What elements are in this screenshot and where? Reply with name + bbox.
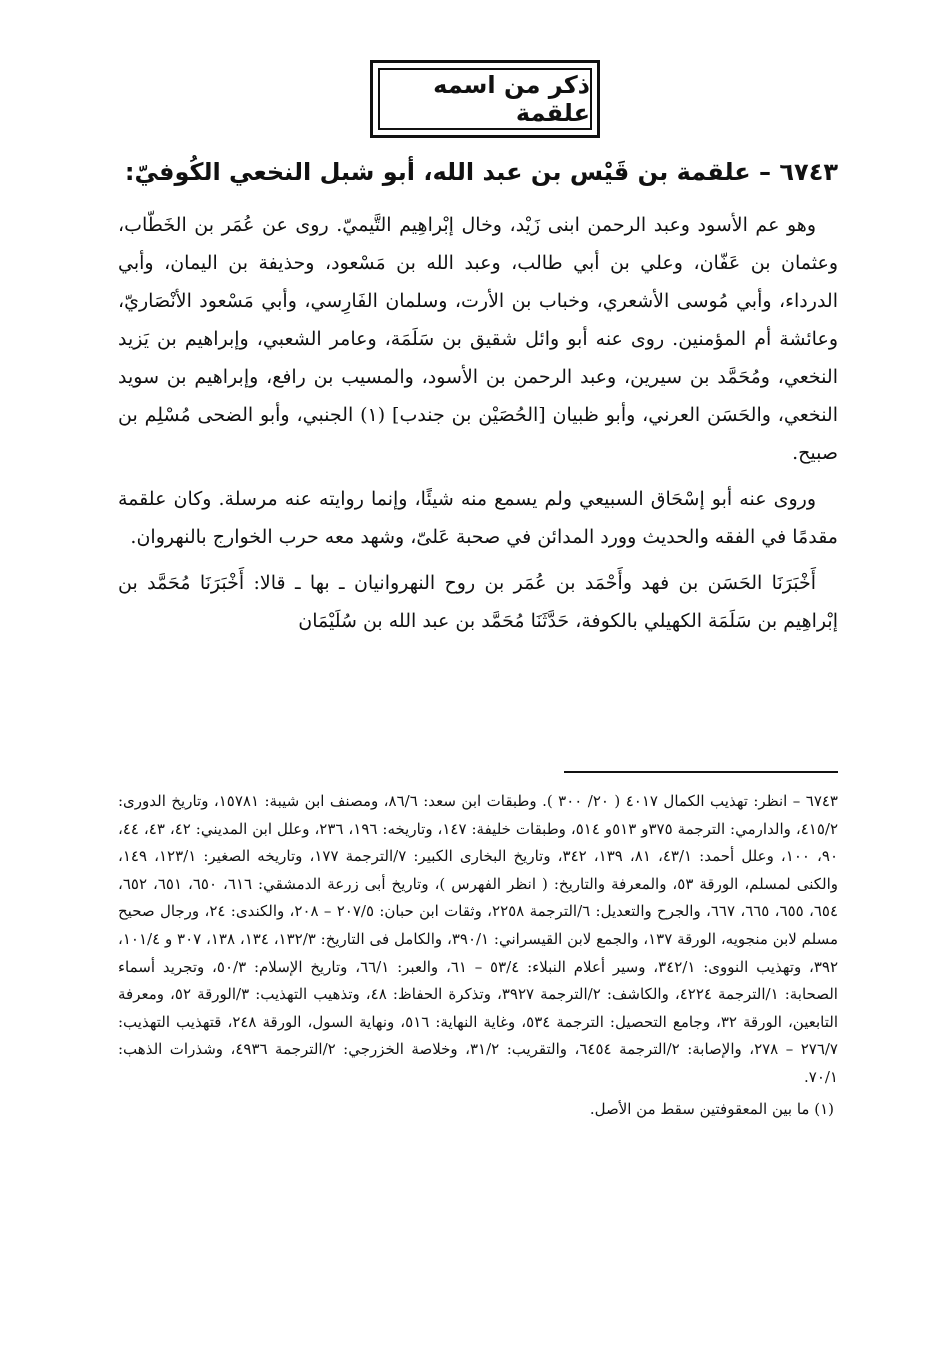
paragraph-isnad: أَخْبَرَنَا الحَسَن بن فهد وأَحْمَد بن عُمَر بن روح النهروانيان ـ بها ـ قالا: أَخْبَرَنَا مُحَمَّد بن إبْراهِيم بن سَلَمَة الكهيلي بالكوفة، حَدَّثَنَا مُحَمَّد بن عبد الله بن سُلَيْمَان: [118, 572, 838, 632]
section-heading-frame: [370, 60, 600, 138]
footnote-sources: ٦٧٤٣ – انظر: تهذيب الكمال ٤٠١٧ ( ٢٠/ ٣٠٠ ). وطبقات ابن سعد: ٨٦/٦، ومصنف ابن شيبة: ١٥٧٨١، وتاريخ الدورى: ٤١٥/٢، والدارمي: الترجمة ٣٧٥و ٥١٣و ٥١٤، وطبقات خليفة: ١٤٧، وتاريخه: ١٩٦، ٢٣٦، وعلل ابن المديني: ٤٢، ٤٣، ٤٤، ٩٠، ١٠٠، وعلل أحمد: ٤٣/١، ٨١، ١٣٩، ٣٤٢، وتاريخ البخارى الكبير: ٧/الترجمة ١٧٧، وتاريخه الصغير: ١٢٣/١، ١٤٩، والكنى لمسلم، الورقة ٥٣، والمعرفة والتاريخ: ( انظر الفهرس )، وتاريخ أبى زرعة الدمشقي: ٦١٦، ٦٥٠، ٦٥١، ٦٥٢، ٦٥٤، ٦٥٥، ٦٦٥، ٦٦٧، والجرح والتعديل: ٦/الترجمة ٢٢٥٨، وثقات ابن حبان: ٢٠٧/٥ – ٢٠٨، والكندى: ٢٤، ورجال صحيح مسلم لابن منجويه، الورقة ١٣٧، والجمع لابن القيسراني: ٣٩٠/١، والكامل فى التاريخ: ١٣٢/٣، ١٣٤، ١٣٨، ٣٠٧ و ١٠١/٤، ٣٩٢، وتهذيب النووى: ٣٤٢/١، وسير أعلام النبلاء: ٥٣/٤ – ٦١، والعبر: ٦٦/١، وتاريخ الإسلام: ٥٠/٣، وتجريد أسماء الصحابة: ١/الترجمة ٤٢٢٤، والكاشف: ٢/الترجمة ٣٩٢٧، وتذكرة الحفاظ: ٤٨، وتذهيب التهذيب: ٣/الورقة ٥٢، ومعرفة التابعين، الورقة ٣٢، وجامع التحصيل: الترجمة ٥٣٤، وغاية النهاية: ٥١٦، ونهاية السول، الورقة ٢٤٨، قتهذيب التهذيب: ٢٧٦/٧ – ٢٧٨، والإصابة: ٢/الترجمة ٦٤٥٤، والتقريب: ٣١/٢، وخلاصة الخزرجي: ٢/الترجمة ٤٩٣٦، وشذرات الذهب: ٧٠/١.: [118, 792, 839, 1086]
paragraph-narrators: وهو عم الأسود وعبد الرحمن ابنى زَيْد، وخال إبْراهِيم التَّيميّ. روى عن عُمَر بن الخَطّاب، وعثمان بن عَفّان، وعلي بن أبي طالب، وعبد الله بن مَسْعود، وحذيفة بن اليمان، وأبي الدرداء، وأبي مُوسى الأشعري، وخباب بن الأرت، وسلمان الفَارِسي، وأبي مَسْعود الأنْصَاريّ، وعائشة أم المؤمنين. روى عنه أبو وائل شقيق بن سَلَمَة، وعامر الشعبي، وإبراهيم بن يَزيد النخعي، ومُحَمَّد بن سيرين، وعبد الرحمن بن الأسود، والمسيب بن رافع، وإبراهيم بن سويد النخعي، والحَسَن العرني، وأبو ظبيان [الحُصَيْن بن جندب] (١) الجنبي، وأبو الضحى مُسْلِم بن صبيح.: [118, 214, 838, 464]
entry-body: [118, 206, 838, 648]
footnote-separator: [564, 771, 838, 773]
footnotes: [118, 788, 838, 1123]
section-heading: ذكر من اسمه علقمة: [378, 68, 592, 130]
entry-title: ٦٧٤٣ – علقمة بن قَيْس بن عبد الله، أبو شبل النخعي الكُوفيّ:: [124, 158, 838, 186]
paragraph-biography: وروى عنه أبو إسْحَاق السبيعي ولم يسمع منه شيئًا، وإنما روايته عنه مرسلة. وكان علقمة مقدمًا في الفقه والحديث وورد المدائن في صحبة عَلىّ، وشهد معه حرب الخوارج بالنهروان.: [118, 488, 838, 548]
book-page: [118, 40, 838, 1340]
footnote-1: (١) ما بين المعقوفتين سقط من الأصل.: [589, 1099, 834, 1118]
